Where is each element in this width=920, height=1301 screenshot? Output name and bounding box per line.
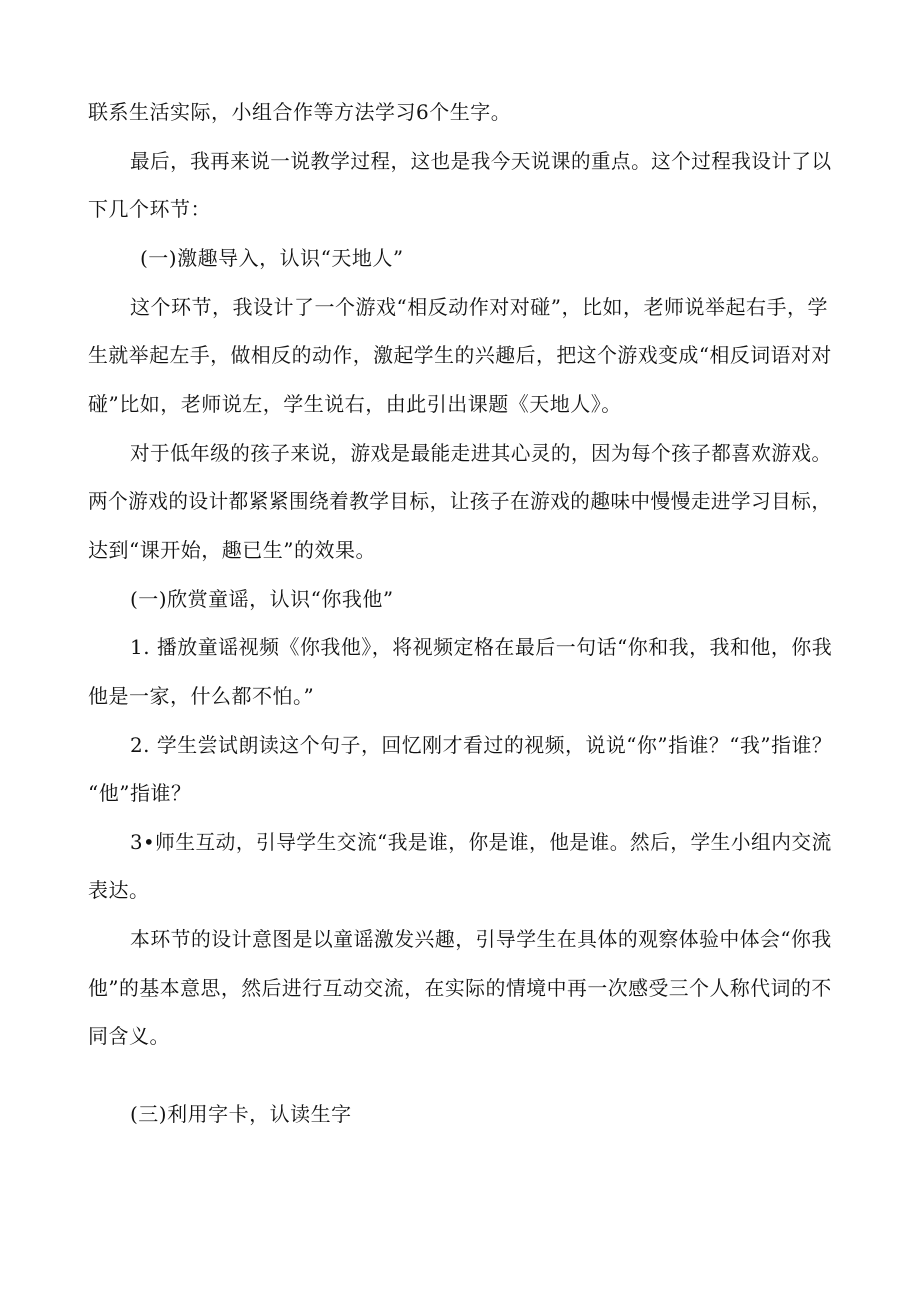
text-line-19: 他”的基本意思，然后进行互动交流，在实际的情境中再一次感受三个人称代词的不 <box>88 976 832 1000</box>
text-line-3: 下几个环节： <box>88 197 211 221</box>
section-heading-2: (一)欣赏童谣，认识“你我他” <box>130 587 394 611</box>
text-line-16: 3•师生互动，引导学生交流“我是谁，你是谁，他是谁。然后，学生小组内交流 <box>130 830 832 854</box>
text-line-7: 碰”比如，老师说左，学生说右，由此引出课题《天地人》。 <box>88 392 622 416</box>
text-line-14: 2. 学生尝试朗读这个句子，回忆刚才看过的视频，说说“你”指谁？“我”指谁？ <box>130 733 833 757</box>
text-line-2: 最后，我再来说一说教学过程，这也是我今天说课的重点。这个过程我设计了以 <box>130 149 832 173</box>
text-line-8: 对于低年级的孩子来说，游戏是最能走进其心灵的，因为每个孩子都喜欢游戏。 <box>130 441 832 465</box>
text-line-10: 达到“课开始，趣已生”的效果。 <box>88 538 376 562</box>
text-line-13: 他是一家，什么都不怕。” <box>88 684 315 708</box>
section-heading-3: (三)利用字卡，认读生字 <box>130 1102 352 1126</box>
text-line-9: 两个游戏的设计都紧紧围绕着教学目标，让孩子在游戏的趣味中慢慢走进学习目标， <box>88 489 832 513</box>
text-line-15: “他”指谁？ <box>88 781 192 805</box>
text-line-5: 这个环节，我设计了一个游戏“相反动作对对碰”，比如，老师说举起右手，学 <box>130 295 828 319</box>
text-line-12: 1. 播放童谣视频《你我他》，将视频定格在最后一句话“你和我，我和他，你我 <box>130 635 833 659</box>
section-heading-1: (一)激趣导入，认识“天地人” <box>140 246 404 270</box>
text-line-20: 同含义。 <box>88 1024 170 1048</box>
text-line-1: 联系生活实际，小组合作等方法学习6个生字。 <box>88 100 512 124</box>
text-line-17: 表达。 <box>88 878 150 902</box>
text-line-18: 本环节的设计意图是以童谣激发兴趣，引导学生在具体的观察体验中体会“你我 <box>130 927 832 951</box>
text-line-6: 生就举起左手，做相反的动作，激起学生的兴趣后，把这个游戏变成“相反词语对对 <box>88 343 832 367</box>
